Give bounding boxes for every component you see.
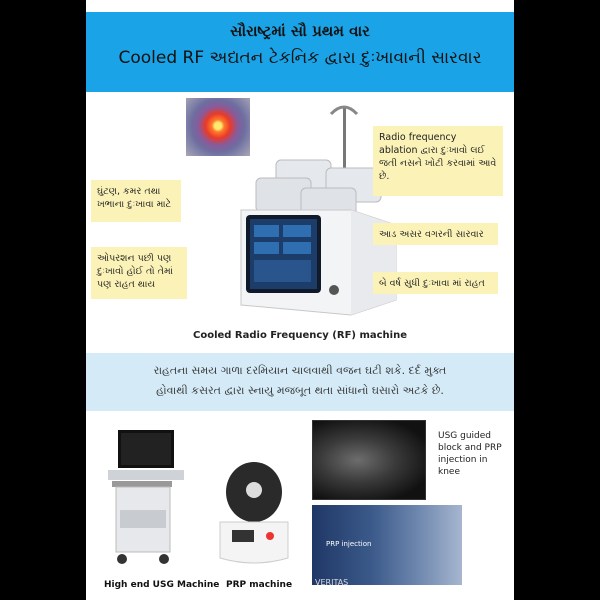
machine-caption: Cooled Radio Frequency (RF) machine	[192, 330, 408, 341]
header-banner	[86, 12, 514, 92]
header-subtitle: Cooled RF અદ્યતન ટેકનિક દ્વારા દુઃખાવાની સારવાર	[118, 48, 482, 68]
veritas-watermark: VERITAS	[315, 578, 349, 587]
usg-note: USG guided block and PRP injection in knee	[438, 431, 502, 477]
callout-two-years: બે વર્ષ સુધી દુઃખાવા માં રાહત	[373, 272, 498, 294]
callout-side-effect: આડ અસર વગરની સારવાર	[373, 223, 498, 245]
usg-caption: High end USG Machine	[104, 580, 220, 590]
poster	[86, 0, 514, 600]
knee-label: PRP injection	[326, 540, 372, 548]
header-title: સૌરાષ્ટ્રમાં સૌ પ્રથમ વાર	[230, 22, 370, 40]
prp-machine-image	[214, 460, 294, 570]
ultrasound-scan-image	[312, 420, 426, 500]
band-line-1: રાહતના સમય ગાળા દરમિયાન ચાલવાથી વજન ઘટી શકે. દર્દ મુક્ત	[153, 364, 447, 377]
callout-radio-frequency: Radio frequency ablation દ્વારા દુઃખાવો લઈ જતી નસને ખોટી કરવામાં આવે છે.	[373, 126, 503, 196]
info-band	[86, 353, 514, 411]
callout-knee-back: ઘુંટણ, કમર તથા ખભાના દુઃખાવા માટે	[91, 180, 181, 222]
prp-caption: PRP machine	[226, 580, 293, 590]
callout-after-surgery: ઓપરશન પછી પણ દુઃખાવો હોઈ તો તેમાં પણ રાહત થાય	[91, 247, 187, 299]
usg-machine-image	[98, 425, 188, 570]
band-line-2: હોવાથી કસરત દ્વારા સ્નાયુ મજબૂત થતા સાંધાનો ઘસારો અટકે છે.	[156, 384, 444, 397]
